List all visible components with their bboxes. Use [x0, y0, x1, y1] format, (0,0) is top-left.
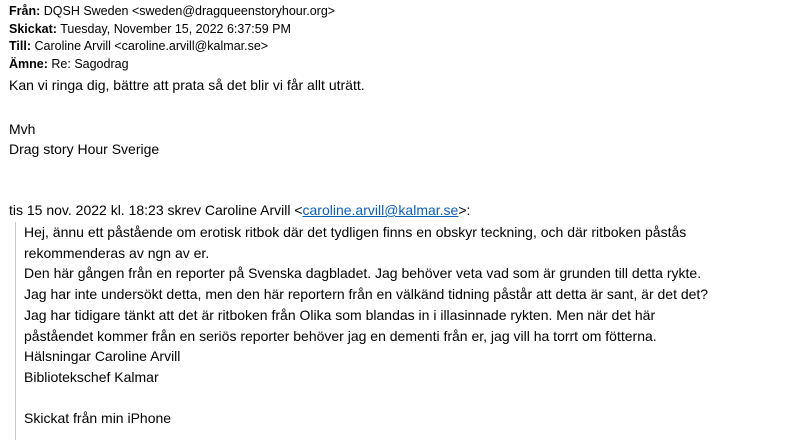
- quote-intro-suffix: >:: [458, 202, 471, 218]
- quoted-line: Hej, ännu ett påstående om erotisk ritbok där det tydligen finns en obskyr teckning, och där ritboken påstås: [24, 224, 687, 240]
- quoted-line: påståendet kommer från en seriös reporter behöver jag en dementi från er, jag vill ha torrt om fötterna.: [24, 327, 657, 344]
- quoted-greeting: Hälsningar Caroline Arvill: [24, 348, 181, 365]
- sent-row: [9, 21, 335, 39]
- email-header: [9, 3, 335, 73]
- to-value: Caroline Arvill <caroline.arvill@kalmar.se>: [34, 39, 269, 53]
- subject-value: Re: Sagodrag: [51, 56, 129, 71]
- quoted-line: Jag har inte undersökt detta, men den här reportern från en välkänd tidning påstår att detta är sant, är det det?: [24, 286, 709, 303]
- quoted-line: rekommenderas av ngn av er.: [24, 244, 210, 261]
- quote-intro-email-link[interactable]: caroline.arvill@kalmar.se: [302, 202, 459, 218]
- subject-label: Ämne:: [9, 56, 48, 71]
- quoted-line: Den här gången från en reporter på Svenska dagbladet. Jag behöver veta vad som är grunden till detta rykte.: [24, 265, 702, 282]
- from-value: DQSH Sweden <sweden@dragqueenstoryhour.org>: [43, 4, 336, 18]
- quoted-title: Bibliotekschef Kalmar: [24, 368, 159, 385]
- quoted-spacer: [24, 388, 793, 409]
- quoted-line: Jag har tidigare tänkt att det är ritboken från Olika som blandas in i illasinnade rykten. Men när det här: [24, 306, 656, 323]
- reply-signature: Drag story Hour Sverige: [9, 141, 160, 157]
- from-label: Från:: [9, 4, 41, 18]
- quoted-message: [15, 222, 793, 440]
- quote-intro-prefix: tis 15 nov. 2022 kl. 18:23 skrev Caroline Arvill <: [9, 202, 303, 218]
- reply-message: Kan vi ringa dig, bättre att prata så det blir vi får allt uträtt.: [9, 77, 365, 93]
- reply-closing: Mvh: [9, 121, 36, 137]
- to-row: [9, 38, 335, 56]
- subject-row: [9, 56, 335, 74]
- sent-value: Tuesday, November 15, 2022 6:37:59 PM: [60, 21, 291, 36]
- from-row: [9, 3, 335, 21]
- sent-label: Skickat:: [9, 21, 57, 36]
- quoted-footer: Skickat från min iPhone: [24, 410, 172, 427]
- quote-intro: [9, 202, 470, 218]
- to-label: Till:: [9, 39, 31, 53]
